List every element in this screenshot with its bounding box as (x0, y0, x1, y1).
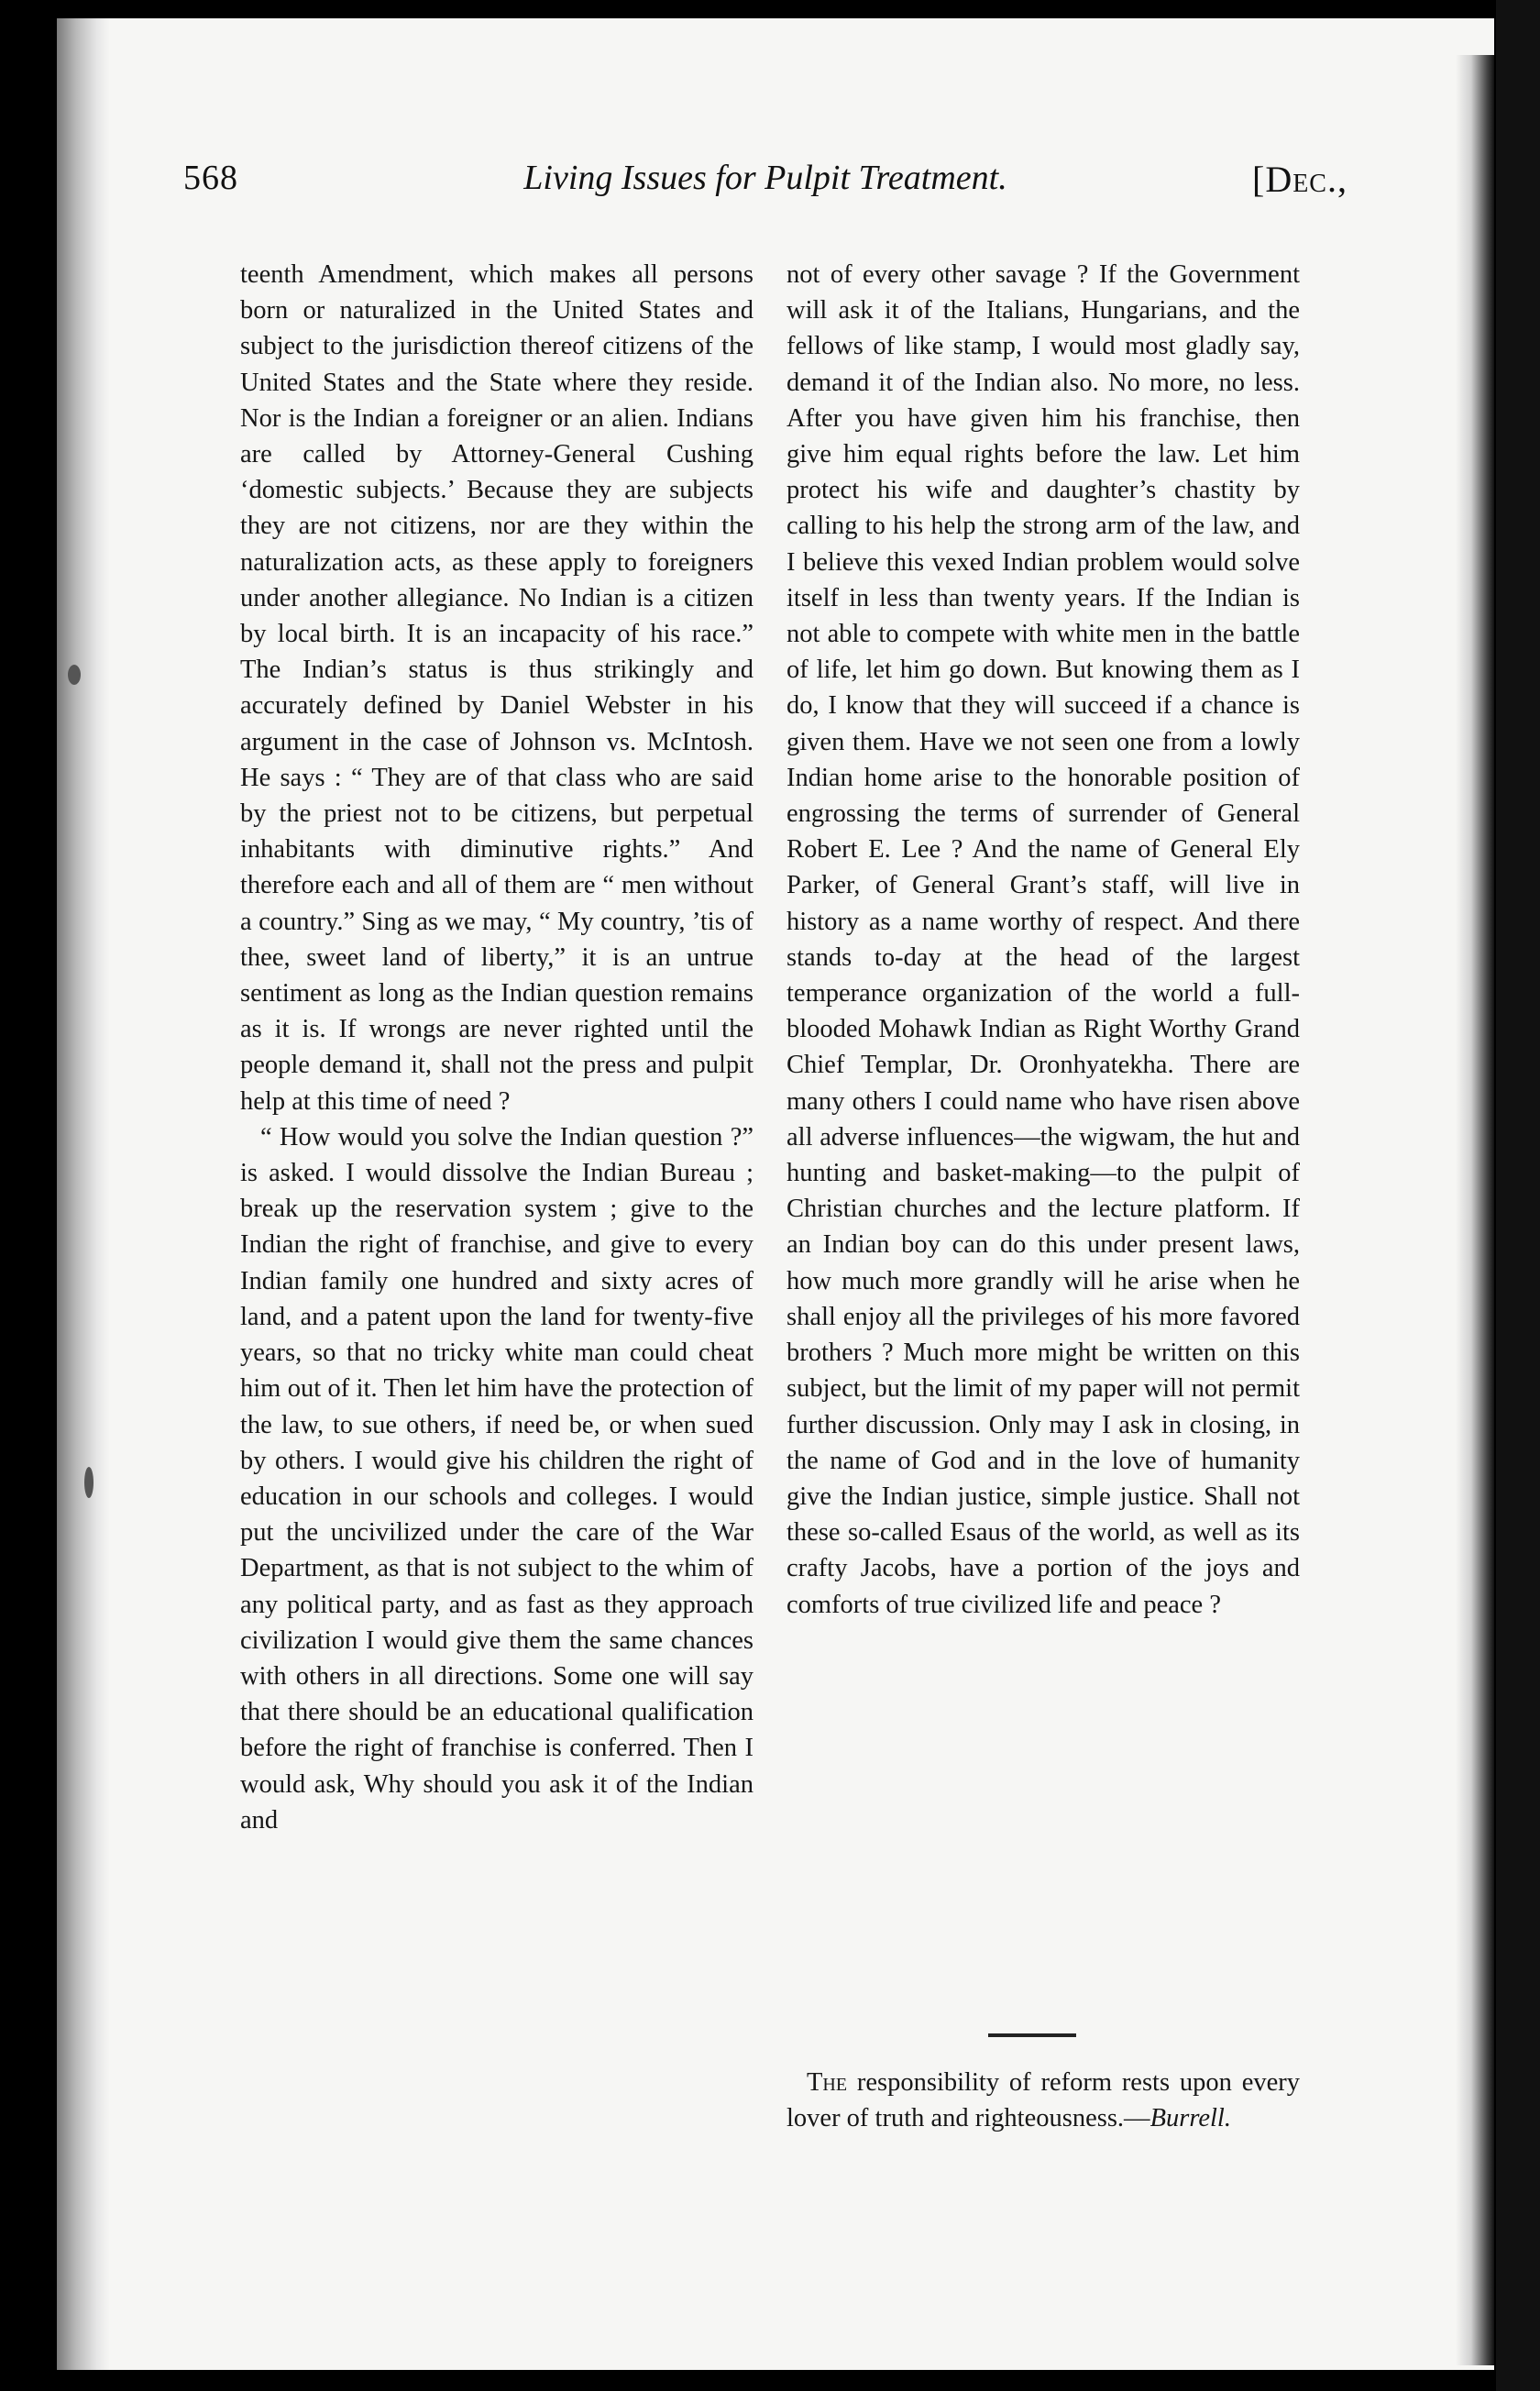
scan-border-right (1496, 0, 1540, 2391)
paragraph: teenth Amendment, which makes all persons born or naturalized in the United States and subject to the jurisdiction thereof citizens of the United States and the State where they reside. Nor is the Indian a foreigner or an alien. Indians are called by Attorney-General Cushing ‘domestic subjects.’ Because they are subjects they are not citizens, nor are they within the naturalization acts, as these apply to foreigners under another allegiance. No Indian is a citizen by local birth. It is an incapacity of his race.” The Indian’s status is thus strikingly and accurately defined by Daniel Webster in his argument in the case of Johnson vs. McIntosh. He says : “ They are of that class who are said by the priest not to be citizens, but perpetual inhabitants with diminutive rights.” And therefore each and all of them are “ men without a country.” Sing as we may, “ My country, ’tis of thee, sweet land of liberty,” it is an untrue sentiment as long as the Indian question remains as it is. If wrongs are never righted until the people demand it, shall not the press and pulpit help at this time of need ? (240, 260, 754, 1116)
quote-text: responsibility of reform rests upon every lover of truth and righteousness.— (786, 2068, 1300, 2133)
paragraph: “ How would you solve the Indian question ?” is asked. I would dissolve the Indian Bureau ; break up the reservation system ; give to the Indian the right of franchise, and give to every Indian family one hundred and sixty acres of land, and a patent upon the land for twenty-five years, so that no tricky white man could cheat him out of it. Then let him have the protection of the law, to sue others, if need be, or when sued by others. I would give his children the right of education in our schools and colleges. I would put the uncivilized under the care of the War Department, as that is not subject to the whim of any political party, and as fast as they approach civilization I would give them the same chances with others in all directions. Some one will say that there should be an educational qualification before the right of franchise is conferred. Then I would ask, Why should you ask it of the Indian and (240, 1122, 754, 1835)
left-column (240, 257, 754, 1838)
section-rule (988, 2033, 1076, 2037)
page-number: 568 (183, 159, 238, 197)
scan-speck (68, 665, 81, 685)
running-month: [Dec., (1252, 159, 1348, 200)
quote-author: Burrell. (1150, 2104, 1231, 2133)
running-title: Living Issues for Pulpit Treatment. (523, 159, 1007, 197)
page-edge-shadow (1456, 55, 1494, 2365)
quote-lead-word: The (807, 2068, 848, 2097)
page-gutter-shadow (57, 18, 110, 2370)
scan-speck (84, 1467, 94, 1498)
paragraph: not of every other savage ? If the Government will ask it of the Italians, Hungarians, and the fellows of like stamp, I would most gladly say, demand it of the Indian also. No more, no less. After you have given him his franchise, then give him equal rights before the law. Let him protect his wife and daughter’s chastity by calling to his help the strong arm of the law, and I believe this vexed Indian problem would solve itself in less than twenty years. If the Indian is not able to compete with white men in the battle of life, let him go down. But knowing them as I do, I know that they will succeed if a chance is given them. Have we not seen one from a lowly Indian home arise to the honorable position of engrossing the terms of surrender of General Robert E. Lee ? And the name of General Ely Parker, of General Grant’s staff, will live in history as a name worthy of respect. And there stands to-day at the head of the largest temperance organization of the world a full-blooded Mohawk Indian as Right Worthy Grand Chief Templar, Dr. Oronhyatekha. There are many others I could name who have risen above all adverse influences—the wigwam, the hut and hunting and basket-making—to the pulpit of Christian churches and the lecture platform. If an Indian boy can do this under present laws, how much more grandly will he arise when he shall enjoy all the privileges of his more favored brothers ? Much more might be written on this subject, but the limit of my paper will not permit further discussion. Only may I ask in closing, in the name of God and in the love of humanity give the Indian justice, simple justice. Shall not these so-called Esaus of the world, as well as its crafty Jacobs, have a portion of the joys and comforts of true civilized life and peace ? (786, 260, 1300, 1619)
running-header (183, 158, 1348, 213)
right-column (786, 257, 1300, 1623)
closing-quote (786, 2065, 1300, 2136)
